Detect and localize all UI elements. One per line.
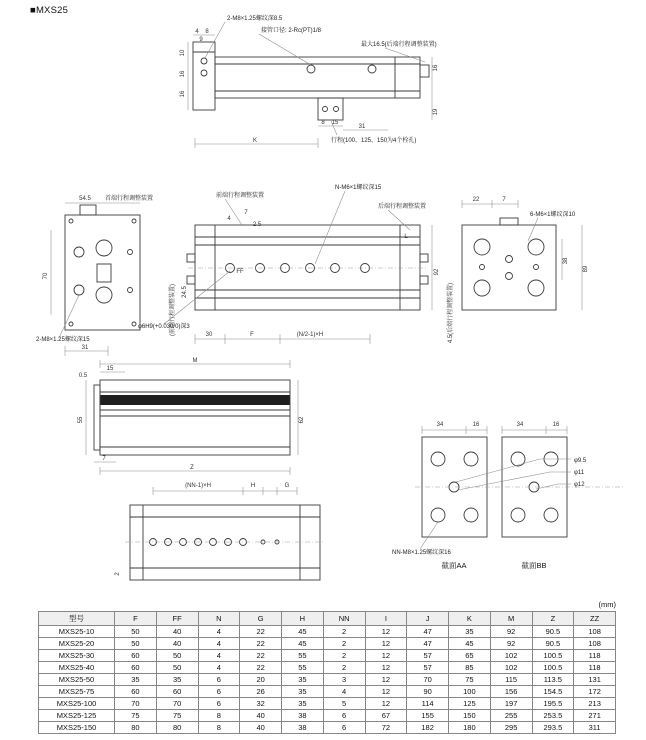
dim-92: 92 xyxy=(434,268,440,276)
value-cell: 197 xyxy=(490,698,532,710)
dim-2-5: 2.5 xyxy=(252,222,262,228)
dia-12-label: φ12 xyxy=(574,482,585,488)
value-cell: 6 xyxy=(323,722,365,734)
column-header: 型号 xyxy=(39,612,115,626)
value-cell: 70 xyxy=(156,698,198,710)
dim-K: K xyxy=(252,138,258,144)
value-cell: 45 xyxy=(282,638,324,650)
value-cell: 22 xyxy=(240,638,282,650)
dim-8b: 8 xyxy=(321,120,325,126)
dim-7b: 7 xyxy=(244,210,248,216)
value-cell: 180 xyxy=(449,722,491,734)
table-row xyxy=(39,650,616,662)
front-end-dim-lines xyxy=(51,203,140,356)
rear-adjuster-note: 后端行程调整装置 xyxy=(378,204,427,210)
value-cell: 55 xyxy=(282,650,324,662)
value-cell: 57 xyxy=(407,662,449,674)
dim-7d: 7 xyxy=(102,456,106,462)
table-row xyxy=(39,722,616,734)
column-header: Z xyxy=(532,612,574,626)
stroke-holes-note: 行程(100、125、150为4个栓孔) xyxy=(331,138,417,144)
model-cell: MXS25-150 xyxy=(39,722,115,734)
dim-16-left-1: 16 xyxy=(180,70,186,78)
value-cell: 75 xyxy=(449,674,491,686)
dim-89: 89 xyxy=(583,265,589,273)
value-cell: 4 xyxy=(323,686,365,698)
value-cell: 50 xyxy=(115,638,157,650)
model-cell: MXS25-40 xyxy=(39,662,115,674)
dim-15b: 15 xyxy=(106,366,114,372)
value-cell: 20 xyxy=(240,674,282,686)
dim-nn-pitch: (NN-1)×H xyxy=(185,483,211,489)
thread-note-m8: 2-M8×1.25螺纹深15 xyxy=(36,337,90,343)
dim-24-5: 24.5 xyxy=(182,286,188,298)
dim-22: 22 xyxy=(472,197,480,203)
value-cell: 60 xyxy=(115,650,157,662)
dim-FF: FF xyxy=(236,269,244,275)
value-cell: 12 xyxy=(365,638,407,650)
section-dim-lines xyxy=(420,426,571,549)
value-cell: 156 xyxy=(490,686,532,698)
value-cell: 2 xyxy=(323,650,365,662)
table-row xyxy=(39,698,616,710)
dim-62: 62 xyxy=(299,416,305,424)
dim-16-left-2: 16 xyxy=(180,90,186,98)
dim-70: 70 xyxy=(43,272,49,280)
dia-9-5-label: φ9.5 xyxy=(574,458,587,464)
dim-34-aa: 34 xyxy=(436,422,444,428)
value-cell: 6 xyxy=(198,674,240,686)
value-cell: 32 xyxy=(240,698,282,710)
plan-view-outline xyxy=(187,225,428,310)
dim-15: 15 xyxy=(331,120,339,126)
value-cell: 115 xyxy=(490,674,532,686)
value-cell: 40 xyxy=(240,722,282,734)
value-cell: 92 xyxy=(490,626,532,638)
value-cell: 131 xyxy=(574,674,616,686)
column-header: F xyxy=(115,612,157,626)
dim-8: 8 xyxy=(205,29,209,35)
value-cell: 60 xyxy=(156,686,198,698)
value-cell: 65 xyxy=(449,650,491,662)
dim-0-5: 0.5 xyxy=(78,373,88,379)
column-header: M xyxy=(490,612,532,626)
value-cell: 75 xyxy=(115,710,157,722)
max-adjuster-note: 最大16.5(后端行程调整装置) xyxy=(361,42,437,48)
dim-16-aa: 16 xyxy=(472,422,480,428)
value-cell: 108 xyxy=(574,638,616,650)
value-cell: 4 xyxy=(198,638,240,650)
value-cell: 47 xyxy=(407,626,449,638)
column-header: K xyxy=(449,612,491,626)
value-cell: 22 xyxy=(240,650,282,662)
dim-54-5: 54.5 xyxy=(79,196,91,202)
plan-view-dim-lines xyxy=(164,191,432,344)
section-bb-label: 截面BB xyxy=(521,561,547,570)
front-adjuster-note: 前端行程调整装置 xyxy=(216,193,265,199)
value-cell: 172 xyxy=(574,686,616,698)
dimension-table xyxy=(38,611,616,734)
table-row xyxy=(39,686,616,698)
n-m6-thread-note: N-M6×1螺纹深15 xyxy=(335,185,382,191)
value-cell: 22 xyxy=(240,626,282,638)
rail-band xyxy=(100,395,290,405)
value-cell: 50 xyxy=(115,626,157,638)
value-cell: 155 xyxy=(407,710,449,722)
side-view-drawing xyxy=(155,8,455,160)
dim-10: 10 xyxy=(180,49,186,57)
dim-31: 31 xyxy=(358,124,366,130)
value-cell: 90.5 xyxy=(532,638,574,650)
value-cell: 35 xyxy=(156,674,198,686)
unit-note: (mm) xyxy=(598,600,616,609)
table-row xyxy=(39,626,616,638)
rear-end-outline xyxy=(462,218,556,310)
table-body xyxy=(39,626,616,734)
dim-16-right: 16 xyxy=(433,64,439,72)
dim-55: 55 xyxy=(78,416,84,424)
value-cell: 182 xyxy=(407,722,449,734)
dim-7c: 7 xyxy=(502,197,506,203)
value-cell: 40 xyxy=(156,638,198,650)
value-cell: 26 xyxy=(240,686,282,698)
dim-L: L xyxy=(404,234,408,240)
value-cell: 75 xyxy=(156,710,198,722)
dim-M: M xyxy=(192,358,198,364)
value-cell: 2 xyxy=(323,662,365,674)
front-adjuster-label: 首端行程调整装置 xyxy=(105,196,154,202)
value-cell: 118 xyxy=(574,662,616,674)
profile-view-drawing xyxy=(70,352,330,484)
value-cell: 90.5 xyxy=(532,626,574,638)
model-cell: MXS25-50 xyxy=(39,674,115,686)
model-cell: MXS25-30 xyxy=(39,650,115,662)
dim-9: 9 xyxy=(199,37,203,43)
dia-11-label: φ11 xyxy=(574,470,585,476)
dim-38: 38 xyxy=(563,257,569,265)
value-cell: 253.5 xyxy=(532,710,574,722)
front-adjuster-rot-label: (前端行程调整装置) xyxy=(170,284,176,336)
dim-16-bb: 16 xyxy=(552,422,560,428)
dim-31b: 31 xyxy=(81,345,89,351)
value-cell: 35 xyxy=(282,698,324,710)
model-cell: MXS25-125 xyxy=(39,710,115,722)
value-cell: 113.5 xyxy=(532,674,574,686)
value-cell: 35 xyxy=(282,686,324,698)
table-head xyxy=(39,612,616,626)
side-view-outline xyxy=(193,42,429,120)
thread-note: 2-M8×1.25螺纹深8.5 xyxy=(227,16,283,22)
value-cell: 22 xyxy=(240,662,282,674)
value-cell: 57 xyxy=(407,650,449,662)
value-cell: 154.5 xyxy=(532,686,574,698)
value-cell: 150 xyxy=(449,710,491,722)
value-cell: 114 xyxy=(407,698,449,710)
value-cell: 4 xyxy=(198,626,240,638)
value-cell: 3 xyxy=(323,674,365,686)
value-cell: 102 xyxy=(490,650,532,662)
page-title: ■MXS25 xyxy=(30,5,69,16)
value-cell: 100.5 xyxy=(532,650,574,662)
value-cell: 70 xyxy=(115,698,157,710)
value-cell: 100 xyxy=(449,686,491,698)
value-cell: 6 xyxy=(323,710,365,722)
value-cell: 5 xyxy=(323,698,365,710)
value-cell: 2 xyxy=(323,638,365,650)
port-note: 接管口径: 2-Rc(PT)1/8 xyxy=(261,28,322,34)
dim-H: H xyxy=(250,483,256,489)
value-cell: 8 xyxy=(198,710,240,722)
column-header: NN xyxy=(323,612,365,626)
value-cell: 45 xyxy=(282,626,324,638)
column-header: FF xyxy=(156,612,198,626)
dim-30: 30 xyxy=(205,332,213,338)
column-header: J xyxy=(407,612,449,626)
value-cell: 92 xyxy=(490,638,532,650)
value-cell: 12 xyxy=(365,698,407,710)
model-cell: MXS25-100 xyxy=(39,698,115,710)
table-row xyxy=(39,710,616,722)
value-cell: 35 xyxy=(449,626,491,638)
table-row xyxy=(39,638,616,650)
value-cell: 85 xyxy=(449,662,491,674)
dim-F: F xyxy=(250,332,254,338)
value-cell: 4 xyxy=(198,650,240,662)
value-cell: 195.5 xyxy=(532,698,574,710)
value-cell: 47 xyxy=(407,638,449,650)
value-cell: 8 xyxy=(198,722,240,734)
value-cell: 12 xyxy=(365,650,407,662)
column-header: G xyxy=(240,612,282,626)
model-cell: MXS25-75 xyxy=(39,686,115,698)
dim-4b: 4 xyxy=(227,216,231,222)
table-row xyxy=(39,674,616,686)
value-cell: 38 xyxy=(282,710,324,722)
value-cell: 12 xyxy=(365,626,407,638)
value-cell: 100.5 xyxy=(532,662,574,674)
value-cell: 90 xyxy=(407,686,449,698)
dim-G: G xyxy=(284,483,290,489)
value-cell: 50 xyxy=(156,650,198,662)
column-header: I xyxy=(365,612,407,626)
value-cell: 40 xyxy=(240,710,282,722)
value-cell: 271 xyxy=(574,710,616,722)
column-header: N xyxy=(198,612,240,626)
value-cell: 102 xyxy=(490,662,532,674)
nn-m8-thread-note: NN-M8×1.25螺纹深16 xyxy=(392,550,451,556)
value-cell: 40 xyxy=(156,626,198,638)
section-aa-label: 截面AA xyxy=(441,561,467,570)
value-cell: 67 xyxy=(365,710,407,722)
model-cell: MXS25-20 xyxy=(39,638,115,650)
profile-dim-lines xyxy=(86,360,298,475)
rear-end-view-drawing xyxy=(440,185,646,355)
value-cell: 213 xyxy=(574,698,616,710)
dim-pitch: (N/2-1)×H xyxy=(296,332,324,338)
value-cell: 70 xyxy=(407,674,449,686)
front-end-outline xyxy=(65,205,140,330)
value-cell: 80 xyxy=(115,722,157,734)
value-cell: 35 xyxy=(282,674,324,686)
value-cell: 255 xyxy=(490,710,532,722)
value-cell: 311 xyxy=(574,722,616,734)
dim-2: 2 xyxy=(115,572,121,576)
profile-outline xyxy=(94,380,290,455)
bottom-view-dim-lines xyxy=(153,487,297,495)
dim-19: 19 xyxy=(433,108,439,116)
value-cell: 12 xyxy=(365,686,407,698)
value-cell: 35 xyxy=(115,674,157,686)
value-cell: 38 xyxy=(282,722,324,734)
header-row xyxy=(39,612,616,626)
value-cell: 293.5 xyxy=(532,722,574,734)
bottom-view-drawing xyxy=(105,472,345,604)
m6-thread-note: 6-M6×1螺纹深10 xyxy=(530,212,576,218)
value-cell: 12 xyxy=(365,674,407,686)
value-cell: 6 xyxy=(198,686,240,698)
value-cell: 60 xyxy=(115,686,157,698)
value-cell: 80 xyxy=(156,722,198,734)
value-cell: 55 xyxy=(282,662,324,674)
column-header: ZZ xyxy=(574,612,616,626)
bottom-view-outline xyxy=(130,505,320,580)
value-cell: 125 xyxy=(449,698,491,710)
value-cell: 2 xyxy=(323,626,365,638)
dim-4: 4 xyxy=(195,29,199,35)
column-header: H xyxy=(282,612,324,626)
plan-view-drawing xyxy=(130,180,460,360)
table-row xyxy=(39,662,616,674)
rear-adjuster-rot-label: 4.5(后端行程调整装置) xyxy=(448,282,454,344)
value-cell: 72 xyxy=(365,722,407,734)
value-cell: 60 xyxy=(115,662,157,674)
dim-Z: Z xyxy=(190,465,194,471)
value-cell: 108 xyxy=(574,626,616,638)
value-cell: 4 xyxy=(198,662,240,674)
model-cell: MXS25-10 xyxy=(39,626,115,638)
value-cell: 45 xyxy=(449,638,491,650)
value-cell: 118 xyxy=(574,650,616,662)
dowel-hole-note: φ6H9(+0.030/0)深3 xyxy=(138,324,190,330)
value-cell: 50 xyxy=(156,662,198,674)
dim-34-bb: 34 xyxy=(516,422,524,428)
value-cell: 295 xyxy=(490,722,532,734)
value-cell: 6 xyxy=(198,698,240,710)
section-views-drawing xyxy=(390,412,646,574)
value-cell: 12 xyxy=(365,662,407,674)
